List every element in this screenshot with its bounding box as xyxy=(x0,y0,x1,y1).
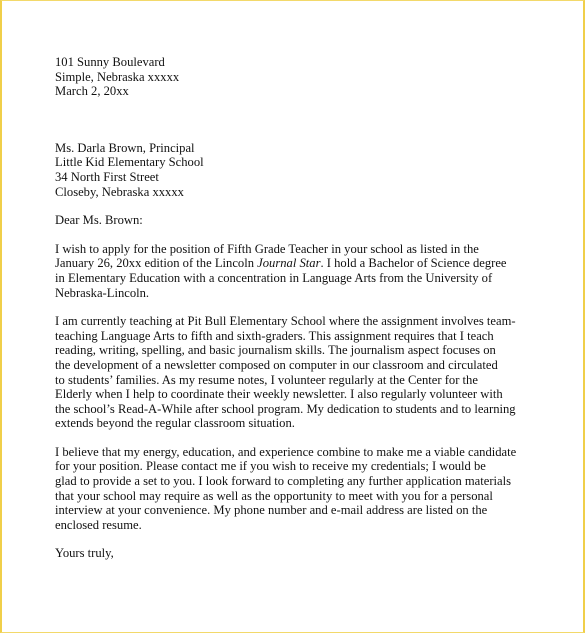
paragraph-2 xyxy=(55,314,530,431)
closing-text: Yours truly, xyxy=(55,546,114,561)
paragraph-3-line: that your school may require as well as the opportunity to meet with you for a personal xyxy=(55,488,493,503)
paragraph-2-line: extends beyond the regular classroom situation. xyxy=(55,416,295,431)
paragraph-2-line: reading, writing, spelling, and basic journalism skills. The journalism aspect focuses on xyxy=(55,343,496,358)
recipient-school: Little Kid Elementary School xyxy=(55,155,204,170)
paragraph-3-line: I believe that my energy, education, and experience combine to make me a viable candidate xyxy=(55,444,517,459)
paragraph-1-text: . I hold a Bachelor of Science degree xyxy=(320,256,507,271)
sender-street: 101 Sunny Boulevard xyxy=(55,55,165,69)
salutation xyxy=(55,213,530,228)
paragraph-3-line: glad to provide a set to you. I look forward to completing any further application materials xyxy=(55,474,512,489)
paragraph-2-line: the school’s Read-A-While after school program. My dedication to students and to learning xyxy=(55,401,516,416)
paragraph-1-line: I wish to apply for the position of Fifth Grade Teacher in your school as listed in the xyxy=(55,241,479,256)
paragraph-2-line: the development of a newsletter composed on computer in our classroom and circulated xyxy=(55,357,498,372)
paragraph-3-line: for your position. Please contact me if you wish to receive my credentials; I would be xyxy=(55,459,486,474)
recipient-name: Ms. Darla Brown, Principal xyxy=(55,140,195,155)
letter-page xyxy=(55,55,530,561)
paragraph-2-line: to students’ families. As my resume notes, I volunteer regularly at the Center for the xyxy=(55,372,478,387)
recipient-street: 34 North First Street xyxy=(55,169,159,184)
paragraph-3-line: interview at your convenience. My phone number and e-mail address are listed on the xyxy=(55,503,488,518)
newspaper-title: Journal Star xyxy=(257,256,321,271)
paragraph-2-line: teaching Language Arts to fifth and sixth-graders. This assignment requires that I teach xyxy=(55,328,494,343)
paragraph-1-text: January 26, 20xx edition of the Lincoln xyxy=(55,256,258,271)
recipient-city: Closeby, Nebraska xxxxx xyxy=(55,184,184,199)
salutation-text: Dear Ms. Brown: xyxy=(55,213,143,228)
sender-city: Simple, Nebraska xxxxx xyxy=(55,69,180,84)
sender-address xyxy=(55,55,530,99)
paragraph-3 xyxy=(55,445,530,533)
paragraph-1 xyxy=(55,242,530,300)
paragraph-3-line: enclosed resume. xyxy=(55,517,142,532)
letter-date: March 2, 20xx xyxy=(55,84,129,99)
paragraph-2-line: I am currently teaching at Pit Bull Elementary School where the assignment involves team- xyxy=(55,314,516,329)
paragraph-1-line xyxy=(55,256,530,271)
recipient-address xyxy=(55,141,530,199)
paragraph-1-line: Nebraska-Lincoln. xyxy=(55,285,150,300)
paragraph-1-line: in Elementary Education with a concentration in Language Arts from the University of xyxy=(55,270,493,285)
paragraph-2-line: Elderly when I help to coordinate their weekly newsletter. I also regularly volunteer with xyxy=(55,387,503,402)
closing xyxy=(55,546,530,561)
